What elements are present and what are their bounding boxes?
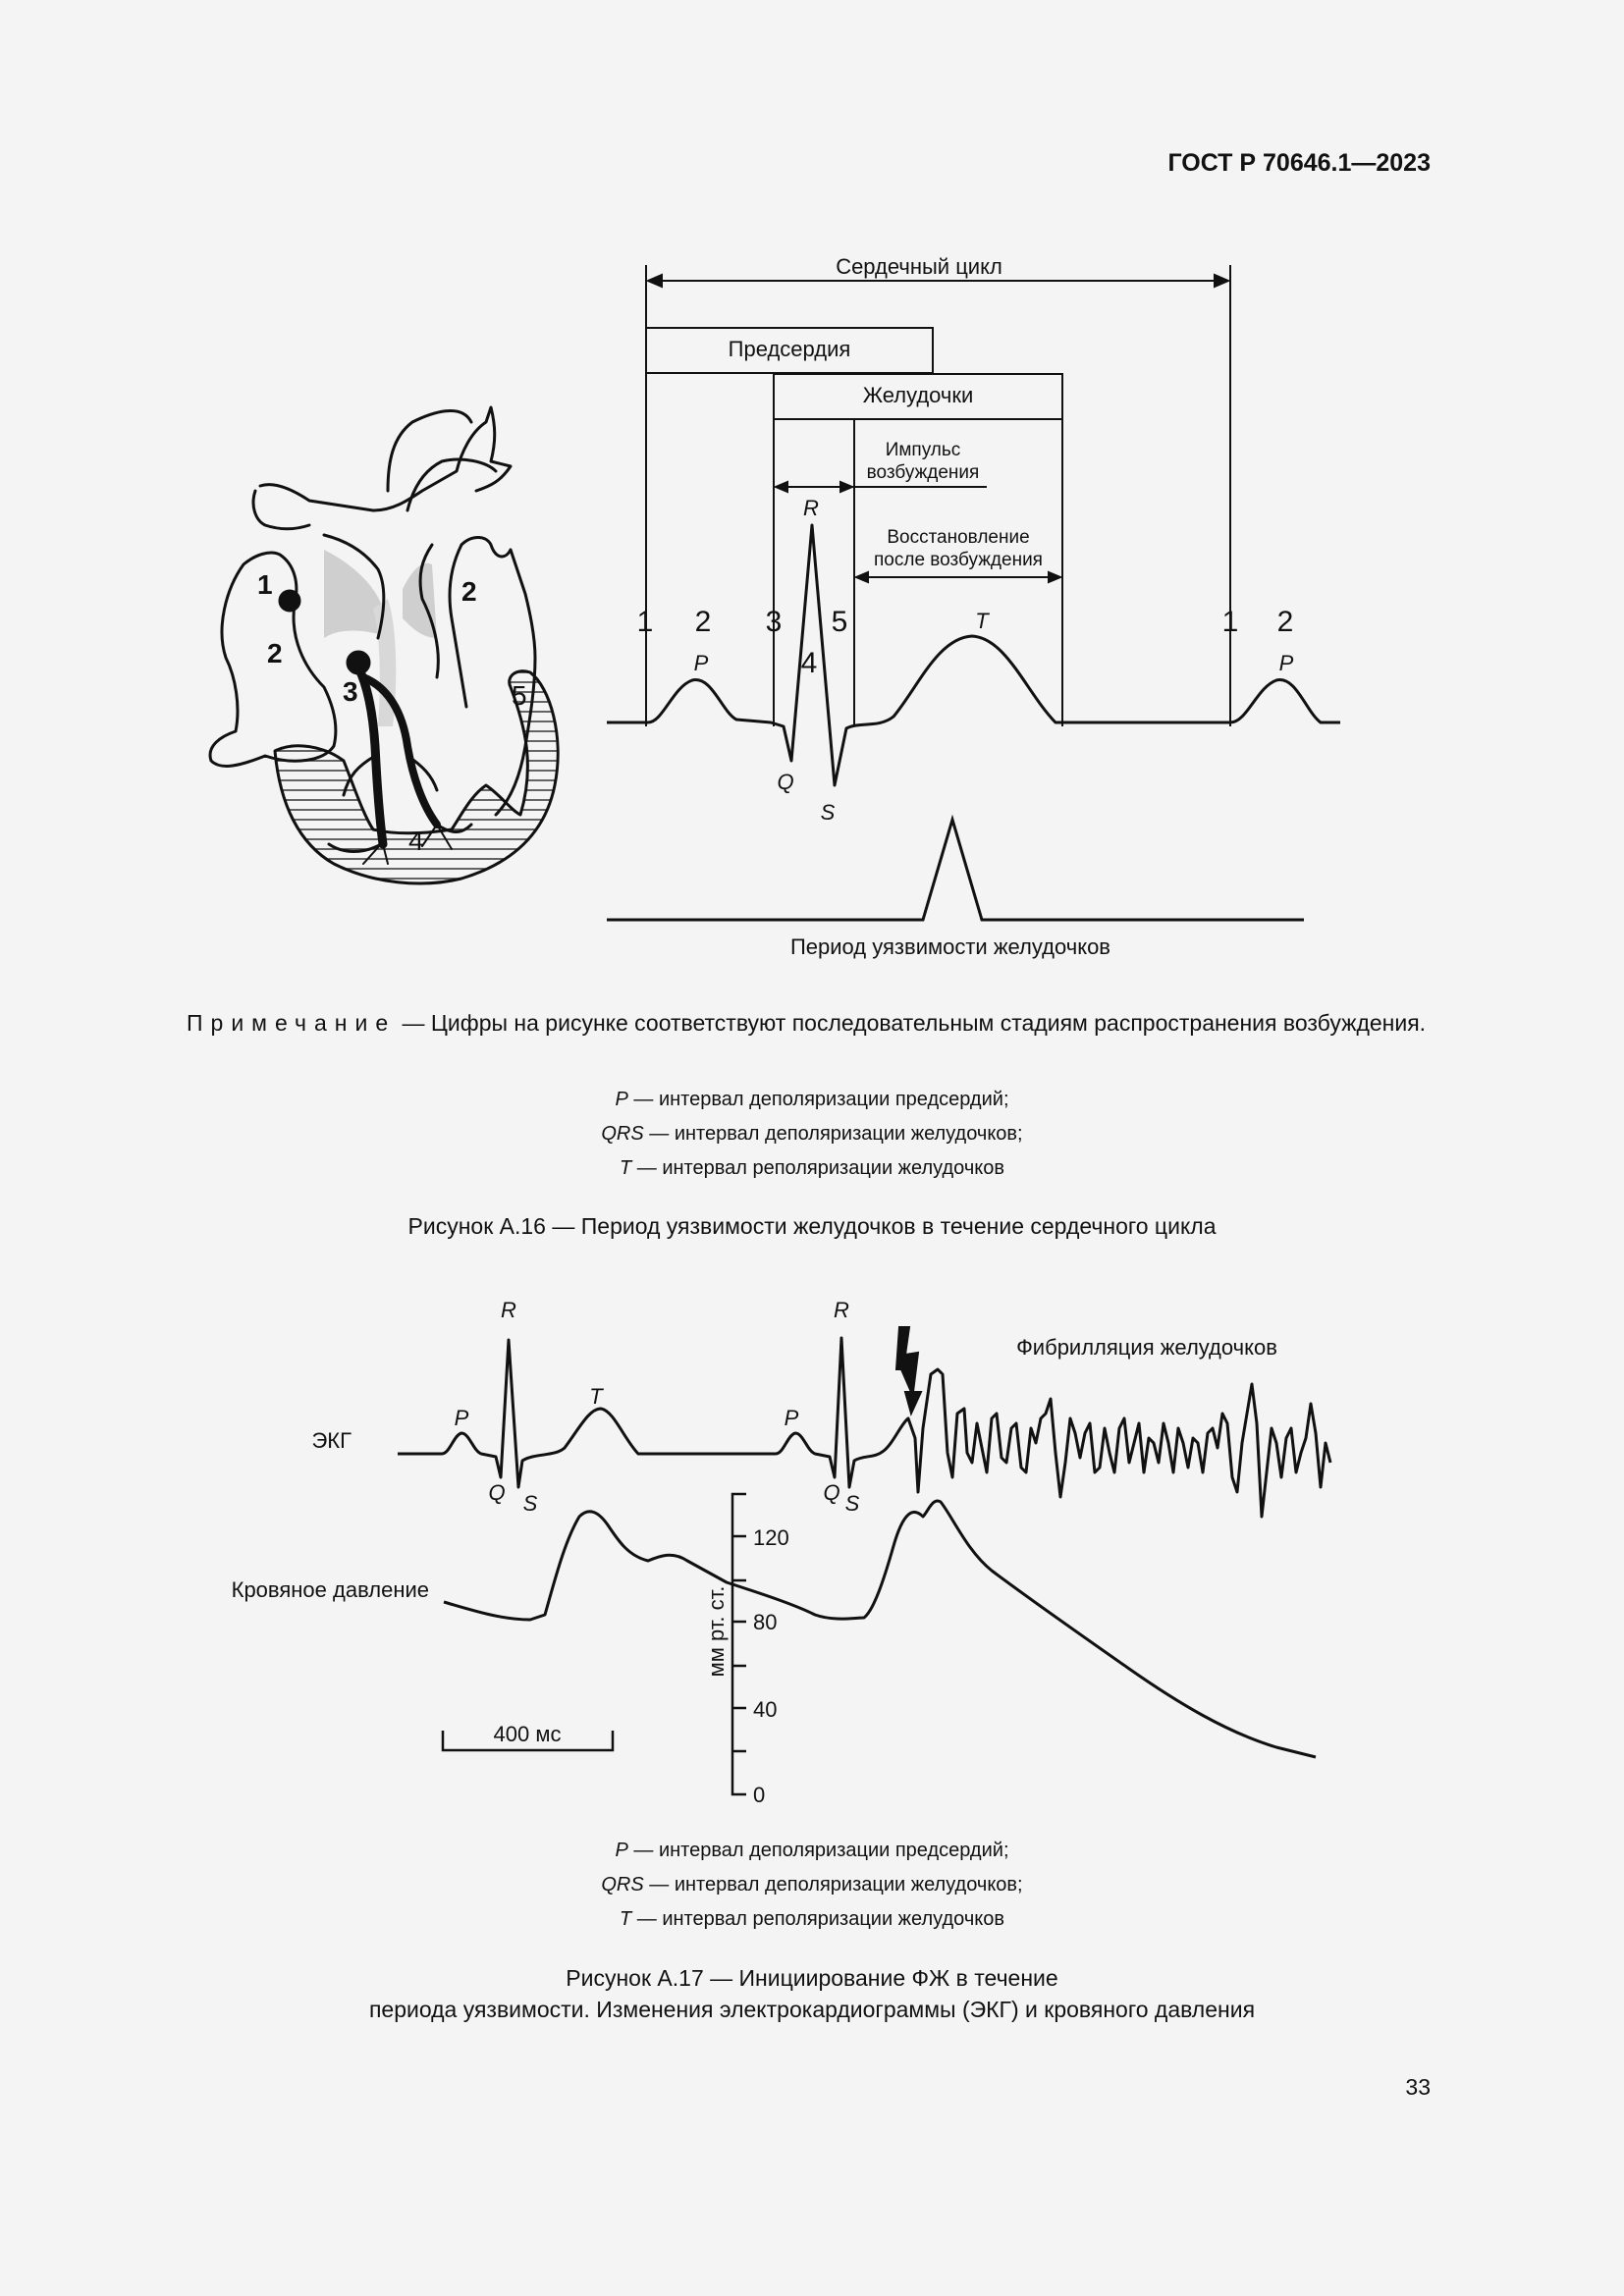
heart-label-4: 4 (408, 826, 424, 856)
figure16-legend (0, 1083, 1624, 1186)
figure16-caption: Рисунок А.16 — Период уязвимости желудочков в течение сердечного цикла (407, 1213, 1217, 1239)
wave-t-label: T (975, 609, 989, 633)
legend-row: P — интервал деполяризации предсердий; (615, 1840, 1009, 1861)
legend-row: T — интервал реполяризации желудочков (619, 1908, 1005, 1930)
figure17-caption-line2: периода уязвимости. Изменения электрокардиограммы (ЭКГ) и кровяного давления (368, 1997, 1256, 2022)
figure17-caption-line1: Рисунок А.17 — Инициирование ФЖ в течение (566, 1965, 1058, 1991)
pressure-tick-40: 40 (753, 1697, 778, 1722)
heart-illustration (210, 407, 558, 883)
pressure-tick-120: 120 (753, 1525, 789, 1550)
time-scale-label: 400 мс (493, 1722, 562, 1746)
ecg-q2-label: Q (823, 1480, 840, 1505)
legend-row: QRS — интервал деполяризации желудочков; (601, 1123, 1023, 1145)
stage-number-2: 2 (694, 606, 712, 638)
heart-label-5: 5 (512, 680, 527, 711)
ecg-r2-label: R (834, 1298, 849, 1322)
ecg-p1-label: P (454, 1406, 469, 1430)
stage-number-2-next: 2 (1276, 606, 1294, 638)
vulnerability-period-label: Период уязвимости желудочков (789, 934, 1111, 959)
ecg-q1-label: Q (488, 1480, 506, 1505)
blood-pressure-label: Кровяное давление (231, 1577, 429, 1602)
ecg-t1-label: T (589, 1384, 603, 1409)
pressure-axis-label: мм рт. ст. (704, 1585, 729, 1678)
pressure-tick-0: 0 (753, 1783, 766, 1807)
ecg-s2-label: S (844, 1491, 860, 1516)
stage-number-1: 1 (636, 606, 654, 638)
note-text: — Цифры на рисунке соответствуют последовательным стадиям распространения возбуждения. (396, 1010, 1427, 1036)
cardiac-cycle-label: Сердечный цикл (836, 254, 1002, 279)
ecg-trace-fibrillation (398, 1338, 1330, 1517)
page-number: 33 (1405, 2074, 1431, 2100)
vulnerability-period-trace (607, 820, 1304, 920)
wave-p-label: P (693, 651, 709, 675)
wave-s-label: S (820, 800, 836, 825)
figure16-note (116, 1006, 1432, 1040)
shock-lightning-icon (896, 1327, 921, 1414)
recovery-label-line1: Восстановление (887, 527, 1030, 548)
legend-row: P — интервал деполяризации предсердий; (615, 1089, 1009, 1110)
heart-label-1: 1 (257, 569, 273, 600)
pressure-tick-80: 80 (753, 1610, 778, 1634)
ecg-s1-label: S (522, 1491, 538, 1516)
pressure-axis (732, 1494, 746, 1794)
recovery-label-line2: после возбуждения (874, 550, 1043, 570)
stage-number-4: 4 (800, 647, 818, 679)
heart-label-2-right: 2 (461, 576, 477, 607)
ecg-p2-label: P (784, 1406, 799, 1430)
stage-number-1-next: 1 (1221, 606, 1239, 638)
note-heading: Примечание (187, 1010, 397, 1036)
wave-r-label: R (803, 496, 819, 520)
stage-number-3: 3 (765, 606, 783, 638)
ecg-label: ЭКГ (311, 1428, 352, 1453)
wave-q-label: Q (777, 770, 794, 794)
atria-label: Предсердия (728, 337, 851, 361)
heart-label-3: 3 (343, 676, 358, 707)
ventricles-label: Желудочки (862, 383, 974, 407)
wave-p-next-label: P (1278, 651, 1294, 675)
impulse-label-line1: Импульс (885, 440, 961, 460)
heart-label-2-left: 2 (267, 638, 283, 668)
figure17-caption (0, 1962, 1624, 2025)
document-header: ГОСТ Р 70646.1—2023 (1167, 149, 1431, 177)
figure17-legend (0, 1834, 1624, 1937)
impulse-label-line2: возбуждения (866, 462, 980, 483)
fibrillation-label: Фибрилляция желудочков (1016, 1335, 1277, 1360)
legend-row: T — интервал реполяризации желудочков (619, 1157, 1005, 1179)
blood-pressure-trace (444, 1501, 1316, 1757)
stage-number-5: 5 (831, 606, 848, 638)
legend-row: QRS — интервал деполяризации желудочков; (601, 1874, 1023, 1896)
ecg-r1-label: R (501, 1298, 516, 1322)
